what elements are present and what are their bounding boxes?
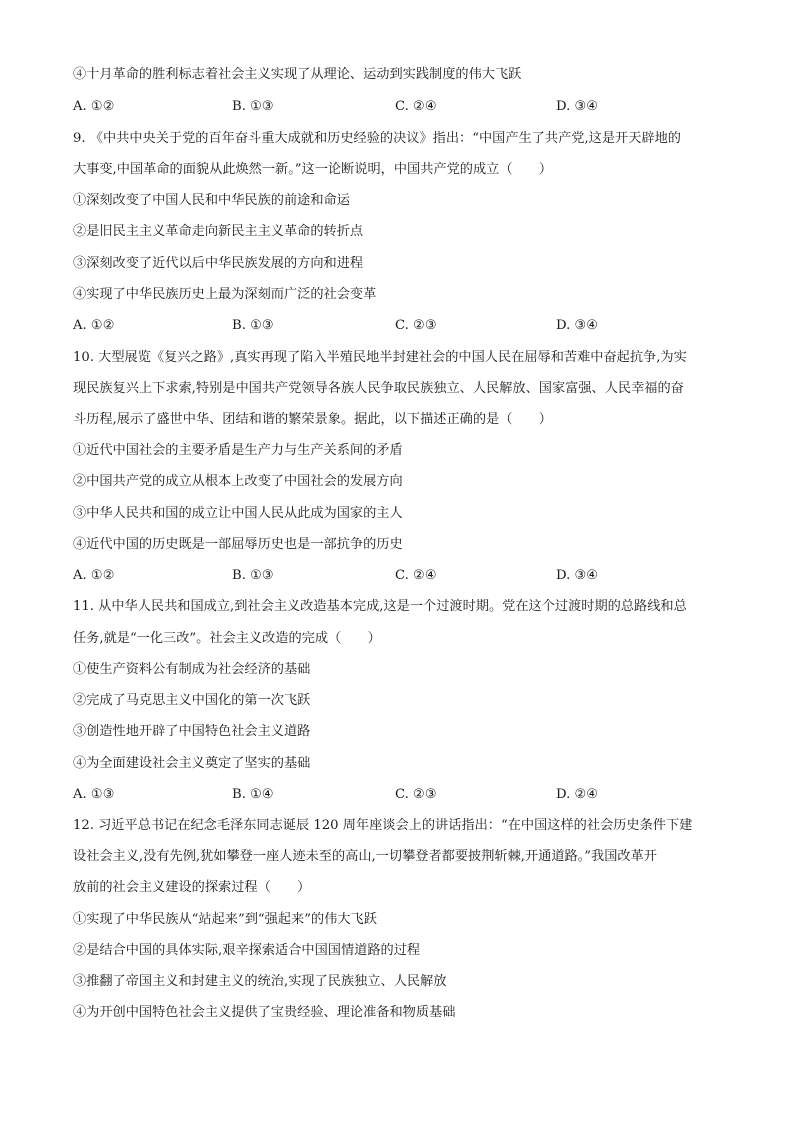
q12-item-4: ④为开创中国特色社会主义提供了宝贵经验、理论准备和物质基础 [73,1005,456,1020]
q10-stem-line-3: 斗历程,展示了盛世中华、团结和谐的繁荣景象。据此，以下描述正确的是（ ） [73,412,552,427]
q12-item-1: ①实现了中华民族从“站起来”到“强起来”的伟大飞跃 [73,912,377,927]
q12-stem-line-3: 放前的社会主义建设的探索过程（ ） [73,880,311,895]
q8-option-c: C. ②④ [395,99,437,114]
q9-option-a: A. ①② [73,318,115,333]
q9-option-d: D. ③④ [556,318,599,333]
q8-option-b: B. ①③ [232,99,274,114]
q10-item-2: ②中国共产党的成立从根本上改变了中国社会的发展方向 [73,474,403,489]
q10-item-1: ①近代中国社会的主要矛盾是生产力与生产关系间的矛盾 [73,443,403,458]
q11-option-c: C. ②③ [395,787,437,802]
q11-item-1: ①使生产资料公有制成为社会经济的基础 [73,662,311,677]
q9-item-2: ②是旧民主主义革命走向新民主主义革命的转折点 [73,224,364,239]
q11-stem-line-1: 11. 从中华人民共和国成立,到社会主义改造基本完成,这是一个过渡时期。党在这个过渡时期的总路线和总 [73,599,687,614]
q12-stem-line-1: 12. 习近平总书记在纪念毛泽东同志诞辰 120 周年座谈会上的讲话指出：“在中国这样的社会历史条件下建 [73,818,693,833]
q10-option-b: B. ①③ [232,568,274,583]
q12-stem-line-2: 设社会主义,没有先例,犹如攀登一座人迹未至的高山,一切攀登者都要披荆斩棘,开通道路。”我国改革开 [73,849,657,864]
q10-option-c: C. ②④ [395,568,437,583]
q9-stem-line-2: 大事变,中国革命的面貌从此焕然一新。”这一论断说明，中国共产党的成立（ ） [73,162,553,177]
q10-item-3: ③中华人民共和国的成立让中国人民从此成为国家的主人 [73,506,403,521]
q11-item-3: ③创造性地开辟了中国特色社会主义道路 [73,724,311,739]
q12-item-3: ③推翻了帝国主义和封建主义的统治,实现了民族独立、人民解放 [73,974,447,989]
q12-item-2: ②是结合中国的具体实际,艰辛探索适合中国国情道路的过程 [73,943,421,958]
q9-item-3: ③深刻改变了近代以后中华民族发展的方向和进程 [73,256,364,271]
q8-item-4: ④十月革命的胜利标志着社会主义实现了从理论、运动到实践制度的伟大飞跃 [73,67,522,82]
q11-option-a: A. ①③ [73,787,115,802]
q8-option-a: A. ①② [73,99,115,114]
q10-option-d: D. ③④ [556,568,599,583]
q9-item-1: ①深刻改变了中国人民和中华民族的前途和命运 [73,193,350,208]
q10-option-a: A. ①② [73,568,115,583]
q10-stem-line-1: 10. 大型展览《复兴之路》,真实再现了陷入半殖民地半封建社会的中国人民在屈辱和苦难中奋起抗争,为实 [73,350,687,365]
q11-option-b: B. ①④ [232,787,274,802]
q9-option-c: C. ②③ [395,318,437,333]
q11-item-4: ④为全面建设社会主义奠定了坚实的基础 [73,756,311,771]
q11-item-2: ②完成了马克思主义中国化的第一次飞跃 [73,693,311,708]
q9-item-4: ④实现了中华民族历史上最为深刻而广泛的社会变革 [73,287,377,302]
q11-stem-line-2: 任务,就是“一化三改”。社会主义改造的完成（ ） [73,631,381,646]
q9-option-b: B. ①③ [232,318,274,333]
q9-stem-line-1: 9. 《中共中央关于党的百年奋斗重大成就和历史经验的决议》指出：“中国产生了共产党,这是开天辟地的 [73,131,681,146]
q8-option-d: D. ③④ [556,99,599,114]
q11-option-d: D. ②④ [556,787,599,802]
q10-stem-line-2: 现民族复兴上下求索,特别是中国共产党领导各族人民争取民族独立、人民解放、国家富强、人民幸福的奋 [73,381,684,396]
q10-item-4: ④近代中国的历史既是一部屈辱历史也是一部抗争的历史 [73,537,403,552]
